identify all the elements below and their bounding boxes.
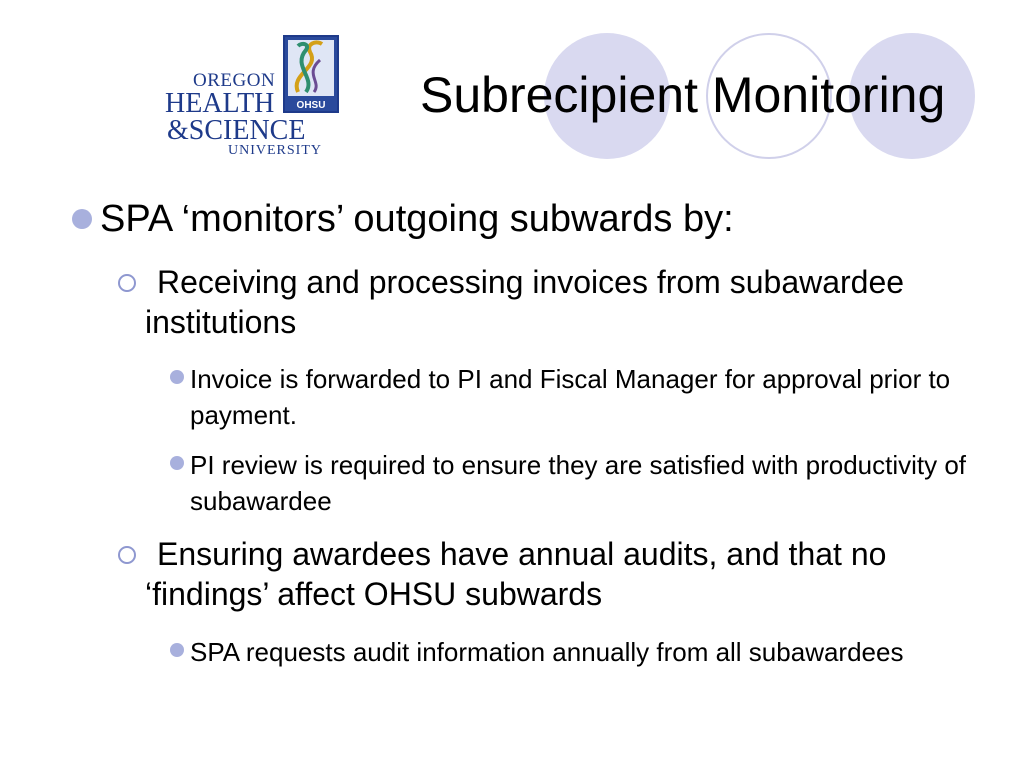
svg-text:OHSU: OHSU [296, 100, 326, 111]
bullet-dot-small-icon [170, 370, 184, 384]
bullet-level2: Receiving and processing invoices from subawardee institutions [145, 264, 905, 340]
logo-text-university: UNIVERSITY [228, 143, 322, 158]
bullet-dot-small-icon [170, 643, 184, 657]
logo-text-oregon: OREGON [193, 70, 276, 91]
bullet-level2: Ensuring awardees have annual audits, and that no ‘findings’ affect OHSU subwards [145, 536, 887, 612]
bullet-ring-icon [118, 546, 136, 564]
bullet-dot-icon [72, 209, 92, 229]
slide-title: Subrecipient Monitoring [420, 67, 946, 123]
bullet-level3: PI review is required to ensure they are satisfied with productivity of subawardee [190, 450, 967, 516]
logo-text-science: &SCIENCE [167, 115, 306, 146]
logo-text-health: HEALTH [165, 88, 275, 119]
bullet-dot-small-icon [170, 456, 184, 470]
bullet-level1: SPA ‘monitors’ outgoing subwards by: [100, 198, 734, 240]
bullet-level3: SPA requests audit information annually from all subawardees [190, 637, 904, 667]
bullet-ring-icon [118, 274, 136, 292]
bullet-level3: Invoice is forwarded to PI and Fiscal Manager for approval prior to payment. [190, 364, 951, 430]
